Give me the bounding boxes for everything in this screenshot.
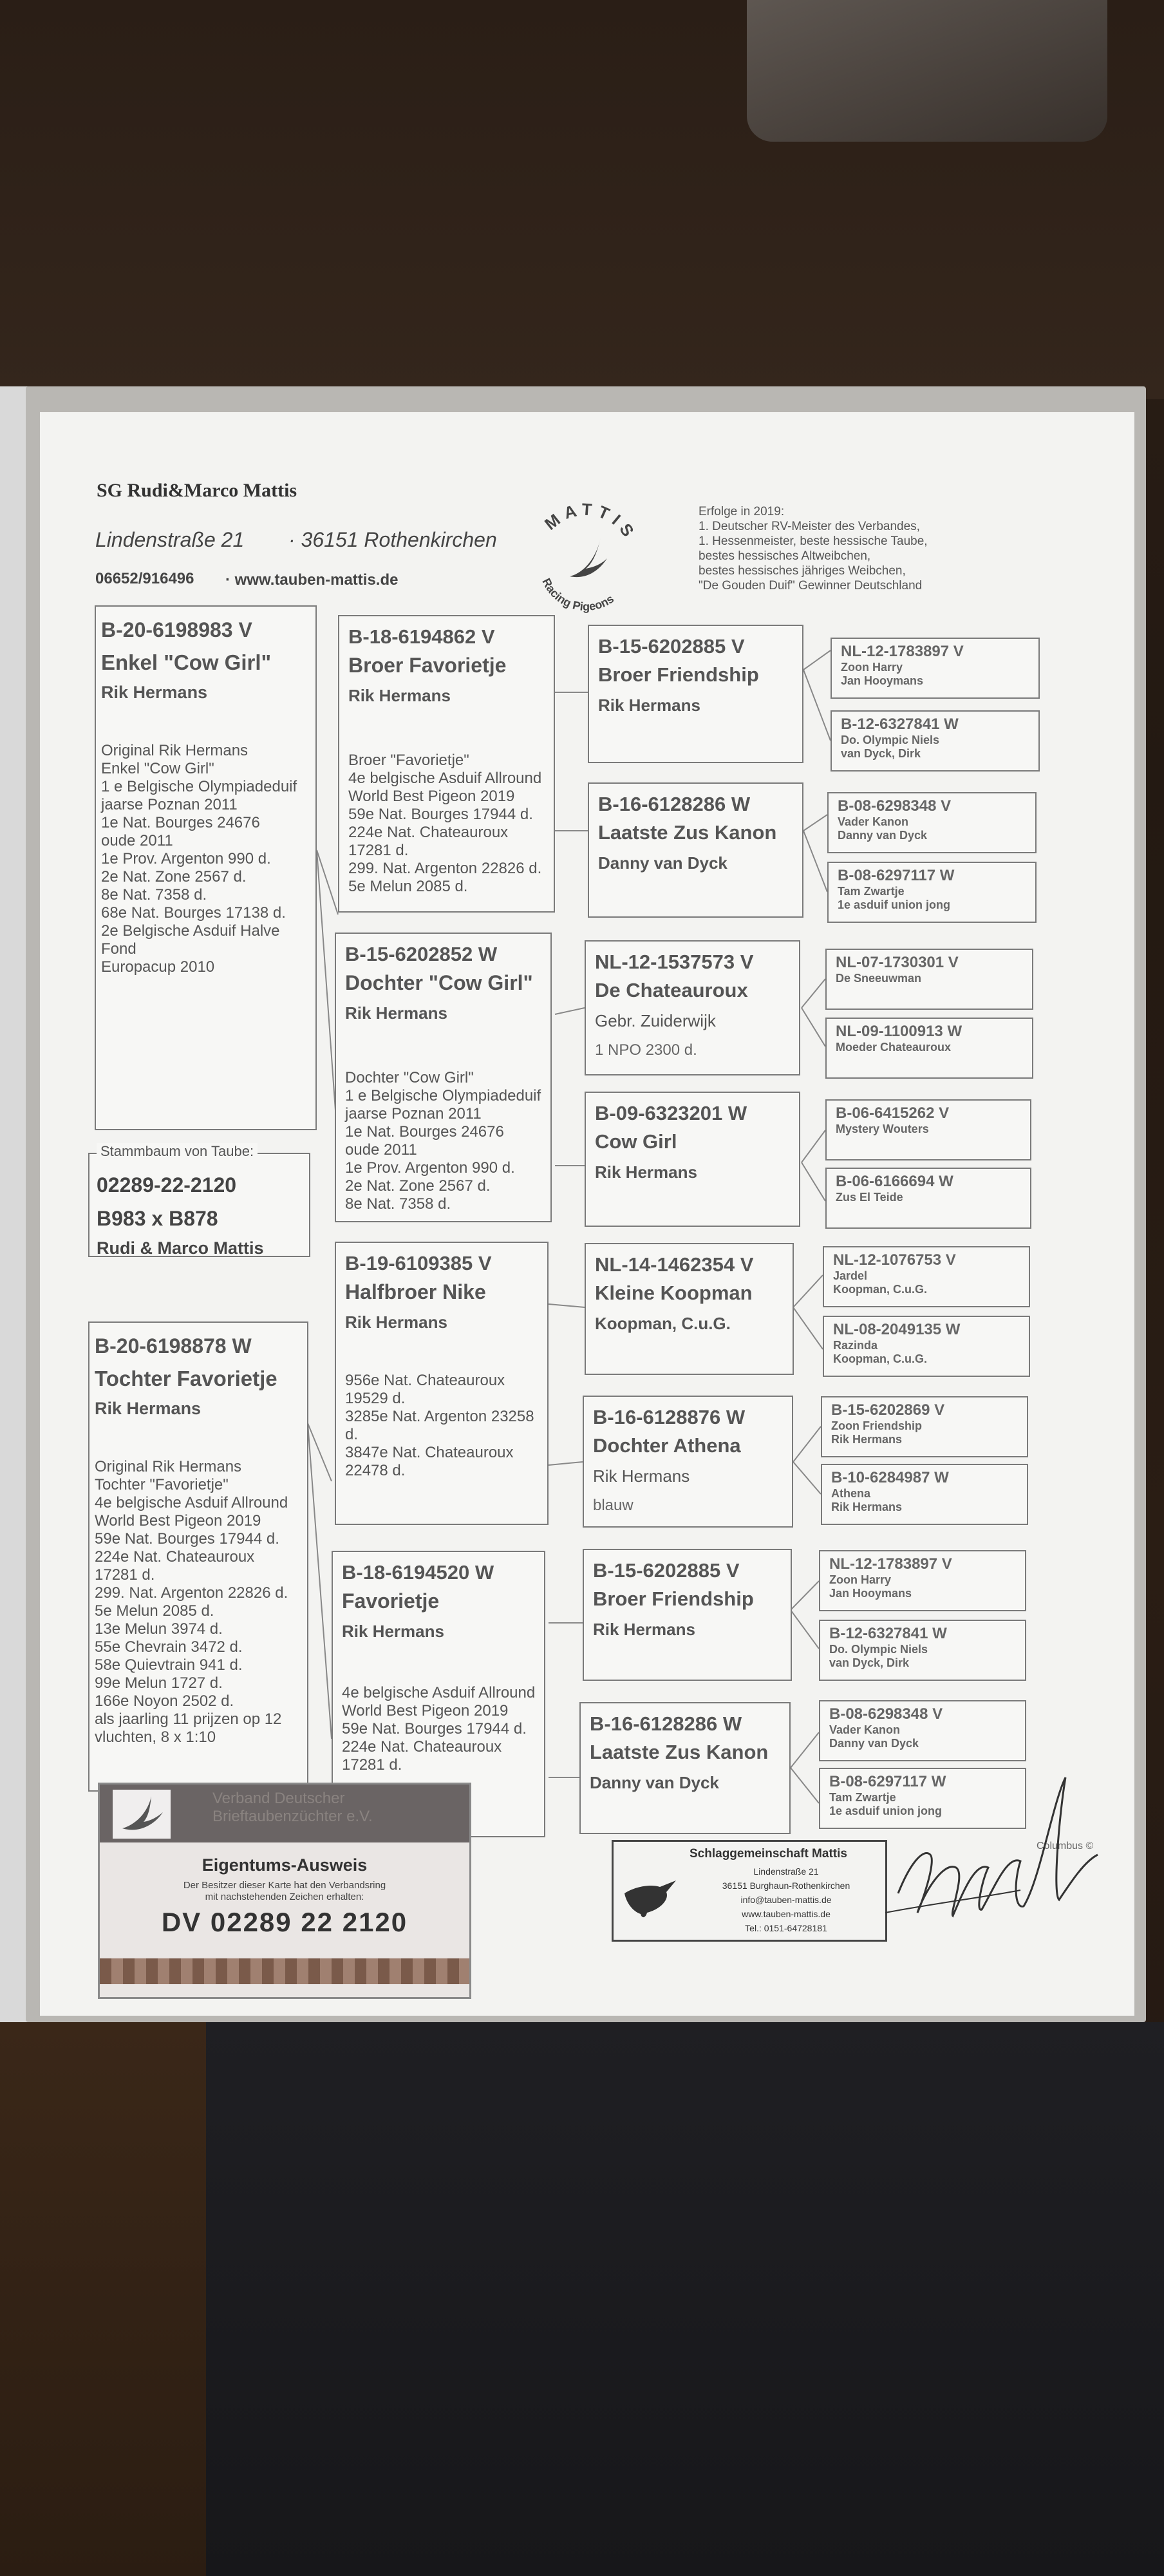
ancestor-box: B-12-6327841 W Do. Olympic Niels van Dyck, Dirk bbox=[819, 1620, 1026, 1681]
loft-name: SG Rudi&Marco Mattis bbox=[97, 480, 297, 501]
ancestor-box: B-12-6327841 W Do. Olympic Niels van Dyck, Dirk bbox=[831, 710, 1040, 772]
pigeon-name: De Chateauroux bbox=[595, 979, 748, 1001]
ancestor-box: B-08-6297117 W Tam Zwartje 1e asduif union jong bbox=[827, 862, 1037, 923]
stamp-title: Schlaggemeinschaft Mattis bbox=[690, 1847, 847, 1861]
card-pattern-band bbox=[100, 1958, 469, 1984]
pigeon-id: B-16-6128876 W bbox=[593, 1406, 746, 1428]
pigeon-id: B-15-6202852 W bbox=[345, 943, 498, 965]
ancestor-box: B-06-6166694 W Zus El Teide bbox=[825, 1168, 1031, 1229]
pigeon-id: B-09-6323201 W bbox=[595, 1102, 747, 1124]
pigeon-name: Favorietje bbox=[342, 1589, 440, 1613]
ancestor-box: B-08-6298348 V Vader Kanon Danny van Dyck bbox=[827, 792, 1037, 853]
pigeon-breeder: Koopman, C.u.G. bbox=[595, 1314, 731, 1333]
pigeon-stamp-icon bbox=[621, 1868, 679, 1919]
mother-id: B-20-6198878 W bbox=[95, 1334, 252, 1358]
card-subtitle: Der Besitzer dieser Karte hat den Verbandsring mit nachstehenden Zeichen erhalten: bbox=[183, 1880, 386, 1902]
pigeon-name: Dochter "Cow Girl" bbox=[345, 971, 533, 994]
logo-text-top: MATTIS bbox=[541, 499, 641, 545]
pigeon-name: Kleine Koopman bbox=[595, 1282, 753, 1304]
columbus-mark: Columbus © bbox=[1037, 1841, 1094, 1852]
success-line: bestes hessisches jähriges Weibchen, bbox=[699, 564, 906, 578]
ancestor-box: B-06-6415262 V Mystery Wouters bbox=[825, 1099, 1031, 1160]
father-name: Enkel "Cow Girl" bbox=[101, 650, 272, 674]
ancestor-box: B-08-6298348 V Vader Kanon Danny van Dyck bbox=[819, 1700, 1026, 1761]
ancestor-box: NL-12-1783897 V Zoon Harry Jan Hooymans bbox=[831, 638, 1040, 699]
pigeon-breeder: Danny van Dyck bbox=[598, 853, 727, 873]
great-grandparent-box bbox=[583, 1396, 793, 1528]
stamp-line: Lindenstraße 21 bbox=[753, 1866, 819, 1877]
father-breeder: Rik Hermans bbox=[101, 683, 208, 702]
pigeon-id: B-15-6202885 V bbox=[593, 1559, 740, 1582]
pigeon-id: NL-14-1462354 V bbox=[595, 1253, 754, 1276]
phone-number: 06652/916496 bbox=[95, 570, 194, 587]
svg-text:Racing Pigeons bbox=[540, 576, 616, 613]
pigeon-notes: Broer "Favorietje" 4e belgische Asduif Allround World Best Pigeon 2019 59e Nat. Bourges 17944 d. 224e Nat. Chateauroux 17281 d. 299. Nat. Argenton 22826 d. 5e Melun 2085 d. bbox=[348, 752, 542, 895]
mattis-logo bbox=[525, 499, 647, 621]
mother-breeder: Rik Hermans bbox=[95, 1399, 202, 1418]
ring-number: DV 02289 22 2120 bbox=[161, 1907, 408, 1937]
loft-stamp bbox=[612, 1840, 887, 1942]
mother-notes: Original Rik Hermans Tochter "Favorietje" 4e belgische Asduif Allround World Best Pigeon 2019 59e Nat. Bourges 17944 d. 224e Nat. Chateauroux 17281 d. 299. Nat. Argenton 22826 d. 5e Melun 2085 d. 13e Melun 3974 d. 55e Chevrain 3472 d. 58e Quievtrain 941 d. 99e Melun 1727 d. 166e Noyon 2502 d. als jaarling 11 prijzen op 12 vluchten, 8 x 1:10 bbox=[95, 1458, 288, 1746]
mother-box bbox=[88, 1321, 308, 1792]
pigeon-notes: Dochter "Cow Girl" 1 e Belgische Olympiadeduif jaarse Poznan 2011 1e Nat. Bourges 24676 oude 2011 1e Prov. Argenton 990 d. 2e Nat. Zone 2567 d. 8e Nat. 7358 d. bbox=[345, 1069, 541, 1213]
card-organisation: Verband Deutscher Brieftaubenzüchter e.V. bbox=[212, 1790, 373, 1825]
pigeon-id: B-18-6194862 V bbox=[348, 625, 495, 648]
grandparent-box bbox=[335, 933, 552, 1222]
ancestor-box: NL-09-1100913 W Moeder Chateauroux bbox=[825, 1018, 1033, 1079]
great-grandparent-box bbox=[588, 782, 803, 918]
pigeon-breeder: Danny van Dyck bbox=[590, 1773, 719, 1792]
logo-text-bottom: Racing Pigeons bbox=[540, 576, 617, 614]
pigeon-breeder: Rik Hermans bbox=[593, 1466, 690, 1486]
pigeon-id: B-16-6128286 W bbox=[598, 793, 751, 815]
pigeon-id: B-18-6194520 W bbox=[342, 1561, 494, 1584]
great-grandparent-box bbox=[588, 625, 803, 763]
website: · www.tauben-mattis.de bbox=[225, 571, 399, 589]
pigeon-breeder: Rik Hermans bbox=[342, 1622, 444, 1641]
street-address: Lindenstraße 21 bbox=[95, 528, 245, 551]
stamp-line: www.tauben-mattis.de bbox=[742, 1909, 831, 1919]
pigeon-name: Broer Favorietje bbox=[348, 654, 507, 677]
father-notes: Original Rik Hermans Enkel "Cow Girl" 1 e Belgische Olympiadeduif jaarse Poznan 2011 1e Nat. Bourges 24676 oude 2011 1e Prov. Argenton 990 d. 2e Nat. Zone 2567 d. 8e Nat. 7358 d. 68e Nat. Bourges 17138 d. 2e Belgische Asduif Halve Fond Europacup 2010 bbox=[101, 742, 297, 976]
pigeon-id: B-15-6202885 V bbox=[598, 635, 745, 658]
great-grandparent-box bbox=[583, 1549, 792, 1681]
pigeon-extra: blauw bbox=[593, 1497, 634, 1514]
pigeon-name: Broer Friendship bbox=[593, 1587, 754, 1610]
pigeon-extra: 1 NPO 2300 d. bbox=[595, 1041, 697, 1059]
success-line: "De Gouden Duif" Gewinner Deutschland bbox=[699, 579, 923, 592]
pigeon-id: B-16-6128286 W bbox=[590, 1712, 742, 1735]
pigeon-wing-icon bbox=[570, 538, 607, 577]
father-id: B-20-6198983 V bbox=[101, 618, 252, 641]
ancestor-box: NL-12-1076753 V Jardel Koopman, C.u.G. bbox=[823, 1246, 1030, 1307]
success-line: Erfolge in 2019: bbox=[699, 505, 785, 518]
success-list bbox=[699, 504, 969, 593]
great-grandparent-box bbox=[579, 1702, 791, 1834]
pigeon-ring-number: 02289-22-2120 bbox=[97, 1173, 237, 1197]
pigeon-emblem-icon bbox=[113, 1790, 171, 1839]
success-line: 1. Deutscher RV-Meister des Verbandes, bbox=[699, 520, 920, 533]
ancestor-box: B-10-6284987 W Athena Rik Hermans bbox=[821, 1464, 1028, 1525]
ancestor-box: NL-12-1783897 V Zoon Harry Jan Hooymans bbox=[819, 1550, 1026, 1611]
great-grandparent-box bbox=[585, 940, 800, 1075]
pigeon-breeder: Gebr. Zuiderwijk bbox=[595, 1011, 716, 1030]
pigeon-name: Broer Friendship bbox=[598, 663, 759, 686]
father-box bbox=[95, 605, 317, 1130]
handwritten-signature bbox=[885, 1765, 1111, 1932]
great-grandparent-box bbox=[585, 1092, 800, 1227]
pigeon-breeder: Rik Hermans bbox=[595, 1162, 697, 1182]
pigeon-name: Laatste Zus Kanon bbox=[590, 1741, 769, 1763]
svg-text:MATTIS bbox=[541, 499, 641, 544]
pigeon-name: Dochter Athena bbox=[593, 1434, 741, 1457]
card-title: Eigentums-Ausweis bbox=[202, 1855, 368, 1875]
ancestor-box: NL-08-2049135 W Razinda Koopman, C.u.G. bbox=[823, 1316, 1030, 1377]
pigeon-breeder: Rik Hermans bbox=[598, 696, 700, 715]
pigeon-owner: Rudi & Marco Mattis bbox=[97, 1238, 264, 1258]
ancestor-box: B-15-6202869 V Zoon Friendship Rik Hermans bbox=[821, 1396, 1028, 1457]
pigeon-breeder: Rik Hermans bbox=[348, 686, 451, 705]
pigeon-name: Laatste Zus Kanon bbox=[598, 821, 777, 844]
grandparent-box bbox=[338, 615, 555, 913]
pedigree-label: Stammbaum von Taube: bbox=[97, 1143, 258, 1160]
success-line: 1. Hessenmeister, beste hessische Taube, bbox=[699, 535, 928, 548]
stamp-line: Tel.: 0151-64728181 bbox=[745, 1923, 827, 1933]
ownership-card bbox=[98, 1783, 471, 1999]
ancestor-box: B-08-6297117 W Tam Zwartje 1e asduif union jong bbox=[819, 1768, 1026, 1829]
pigeon-notes: 956e Nat. Chateauroux 19529 d. 3285e Nat. Argenton 23258 d. 3847e Nat. Chateauroux 22478 d. bbox=[345, 1372, 534, 1479]
pigeon-id: NL-12-1537573 V bbox=[595, 951, 754, 973]
stamp-line: 36151 Burghaun-Rothenkirchen bbox=[722, 1880, 850, 1891]
pigeon-breeder: Rik Hermans bbox=[345, 1003, 447, 1023]
pigeon-breeder: Rik Hermans bbox=[593, 1620, 695, 1639]
mother-name: Tochter Favorietje bbox=[95, 1367, 277, 1390]
city-address: · 36151 Rothenkirchen bbox=[288, 528, 497, 551]
pigeon-breeder: Rik Hermans bbox=[345, 1312, 447, 1332]
pigeon-parents: B983 x B878 bbox=[97, 1207, 218, 1230]
grandparent-box bbox=[335, 1242, 549, 1525]
pigeon-name: Cow Girl bbox=[595, 1130, 677, 1153]
success-line: bestes hessisches Altweibchen, bbox=[699, 549, 871, 563]
stamp-line: info@tauben-mattis.de bbox=[740, 1895, 832, 1905]
pigeon-id: B-19-6109385 V bbox=[345, 1252, 492, 1274]
pigeon-name: Halfbroer Nike bbox=[345, 1280, 486, 1303]
pigeon-notes: 4e belgische Asduif Allround World Best Pigeon 2019 59e Nat. Bourges 17944 d. 224e Nat. Chateauroux 17281 d. bbox=[342, 1684, 536, 1774]
great-grandparent-box bbox=[585, 1243, 794, 1375]
ancestor-box: NL-07-1730301 V De Sneeuwman bbox=[825, 949, 1033, 1010]
